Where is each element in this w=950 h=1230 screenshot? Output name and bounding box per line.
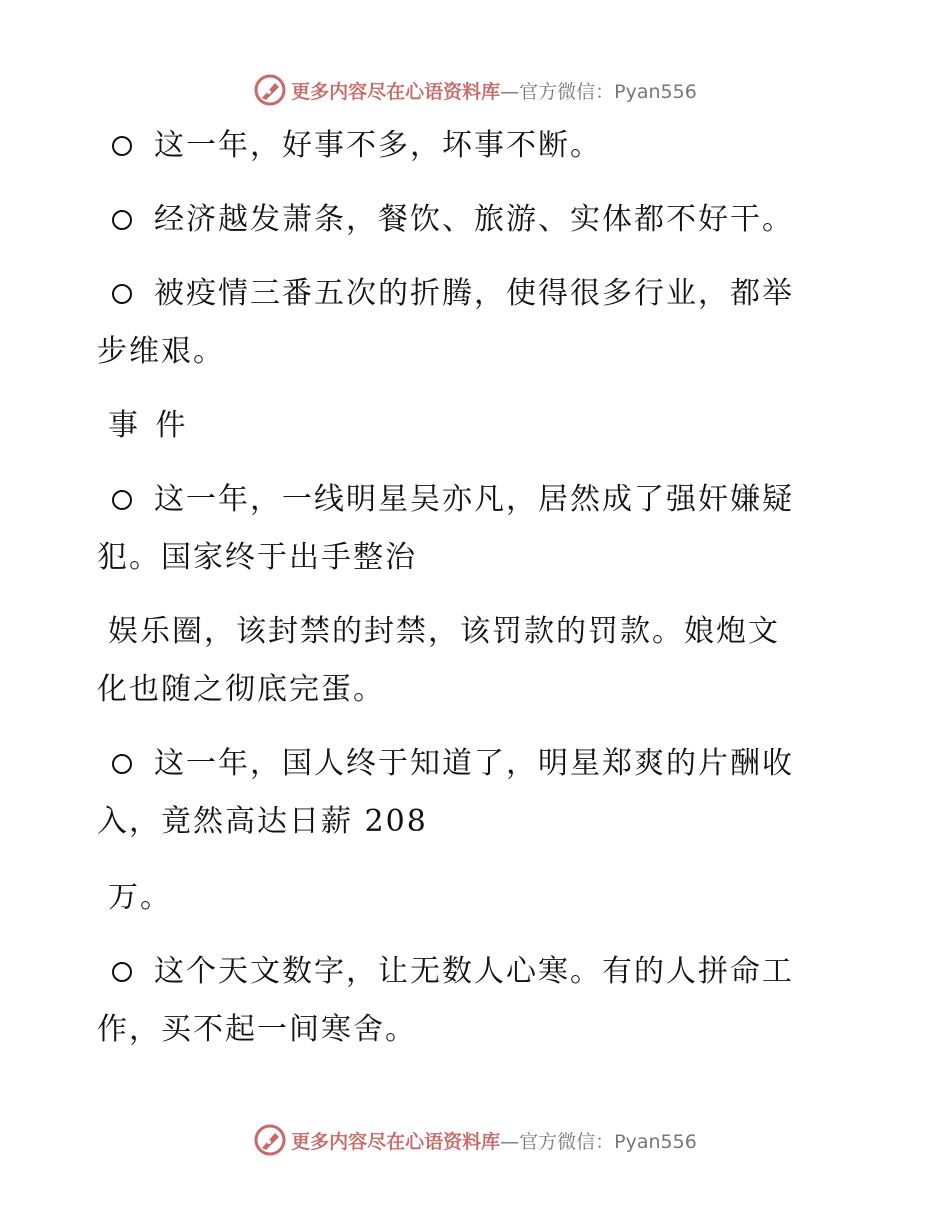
circle-bullet-icon: [112, 754, 132, 774]
line-text: 作，买不起一间寒舍。: [97, 1012, 417, 1047]
text-line: [97, 1012, 417, 1048]
line-text: 这一年，好事不多，坏事不断。: [154, 128, 602, 163]
line-text: 这个天文数字，让无数人心寒。有的人拼命工: [154, 954, 794, 989]
footer-watermark: [0, 1120, 950, 1160]
circle-bullet-icon: [112, 490, 132, 510]
watermark-contact: —官方微信：Pyan556: [500, 1130, 697, 1153]
line-text: 犯。国家终于出手整治: [97, 540, 417, 575]
section-heading-text: 事 件: [108, 408, 190, 443]
text-line: [112, 482, 794, 518]
line-text: 这一年，一线明星吴亦凡，居然成了强奸嫌疑: [154, 482, 794, 517]
line-text: 入，竟然高达日薪 208: [97, 804, 428, 839]
text-line: [112, 954, 794, 990]
line-text: 步维艰。: [97, 334, 225, 369]
line-text: 经济越发萧条，餐饮、旅游、实体都不好干。: [154, 202, 794, 237]
text-line: [112, 202, 794, 238]
circle-bullet-icon: [112, 136, 132, 156]
text-line: [97, 334, 225, 370]
line-text: 被疫情三番五次的折腾，使得很多行业，都举: [154, 276, 794, 311]
line-text: 万。: [108, 880, 172, 915]
circle-bullet-icon: [112, 210, 132, 230]
text-line: [97, 804, 428, 840]
text-line: [112, 746, 794, 782]
section-heading: [108, 408, 190, 444]
circle-bullet-icon: [112, 284, 132, 304]
pen-logo-icon: [253, 73, 287, 107]
watermark-title: 更多内容尽在心语资料库: [291, 80, 501, 103]
text-line: [112, 128, 602, 164]
watermark-title: 更多内容尽在心语资料库: [291, 1130, 501, 1153]
line-text: 化也随之彻底完蛋。: [97, 672, 385, 707]
text-line: [97, 540, 417, 576]
pen-logo-icon: [253, 1123, 287, 1157]
circle-bullet-icon: [112, 962, 132, 982]
watermark-contact: —官方微信：Pyan556: [500, 80, 697, 103]
header-watermark: [0, 70, 950, 110]
text-line: [112, 276, 794, 312]
line-text: 娱乐圈，该封禁的封禁，该罚款的罚款。娘炮文: [108, 614, 780, 649]
line-text: 这一年，国人终于知道了，明星郑爽的片酬收: [154, 746, 794, 781]
text-line: [108, 880, 172, 916]
text-line: [108, 614, 780, 650]
text-line: [97, 672, 385, 708]
